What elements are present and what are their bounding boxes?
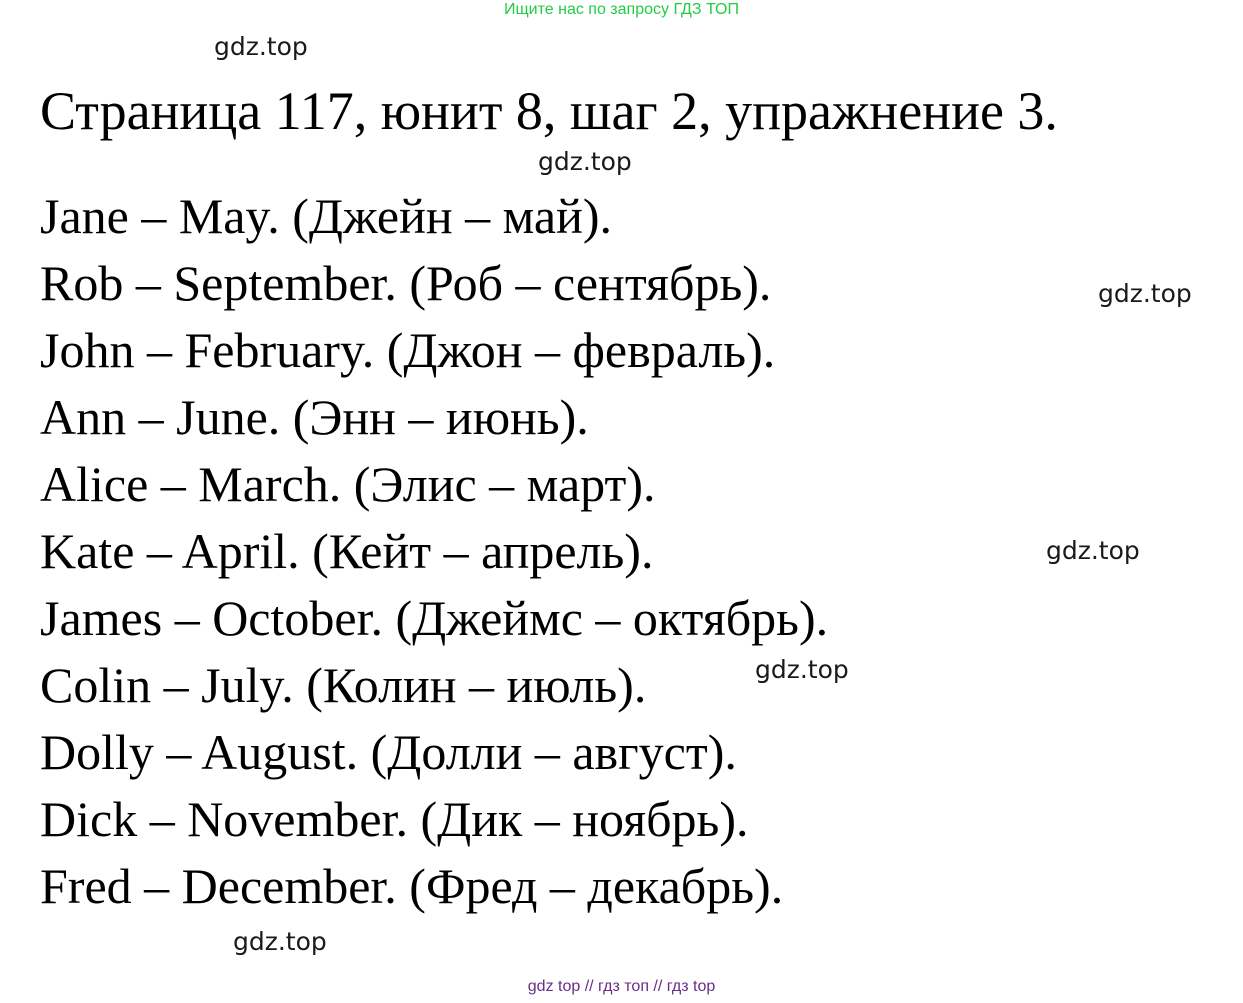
page-title: Страница 117, юнит 8, шаг 2, упражнение 3.	[40, 81, 1058, 141]
top-banner: Ищите нас по запросу ГДЗ ТОП	[504, 1, 739, 18]
footer-links: gdz top // гдз топ // гдз top	[527, 978, 716, 995]
answer-line: Jane – May. (Джейн – май).	[40, 188, 612, 244]
answer-line: Ann – June. (Энн – июнь).	[40, 389, 589, 445]
watermark: gdz.top	[1098, 279, 1192, 308]
answer-line: John – February. (Джон – февраль).	[40, 322, 776, 378]
answer-list	[40, 186, 828, 923]
answer-line: Colin – July. (Колин – июль).	[40, 657, 647, 713]
watermark: gdz.top	[538, 147, 632, 176]
answer-line: Dick – November. (Дик – ноябрь).	[40, 791, 749, 847]
answer-line: Dolly – August. (Долли – август).	[40, 724, 737, 780]
answer-line: Fred – December. (Фред – декабрь).	[40, 858, 784, 914]
watermark: gdz.top	[233, 927, 327, 956]
answer-line: Kate – April. (Кейт – апрель).	[40, 523, 654, 579]
watermark: gdz.top	[1046, 536, 1140, 565]
answer-line: Rob – September. (Роб – сентябрь).	[40, 255, 772, 311]
watermark: gdz.top	[214, 32, 308, 61]
answer-line: Alice – March. (Элис – март).	[40, 456, 656, 512]
watermark: gdz.top	[755, 655, 849, 684]
answer-line: James – October. (Джеймс – октябрь).	[40, 590, 829, 646]
